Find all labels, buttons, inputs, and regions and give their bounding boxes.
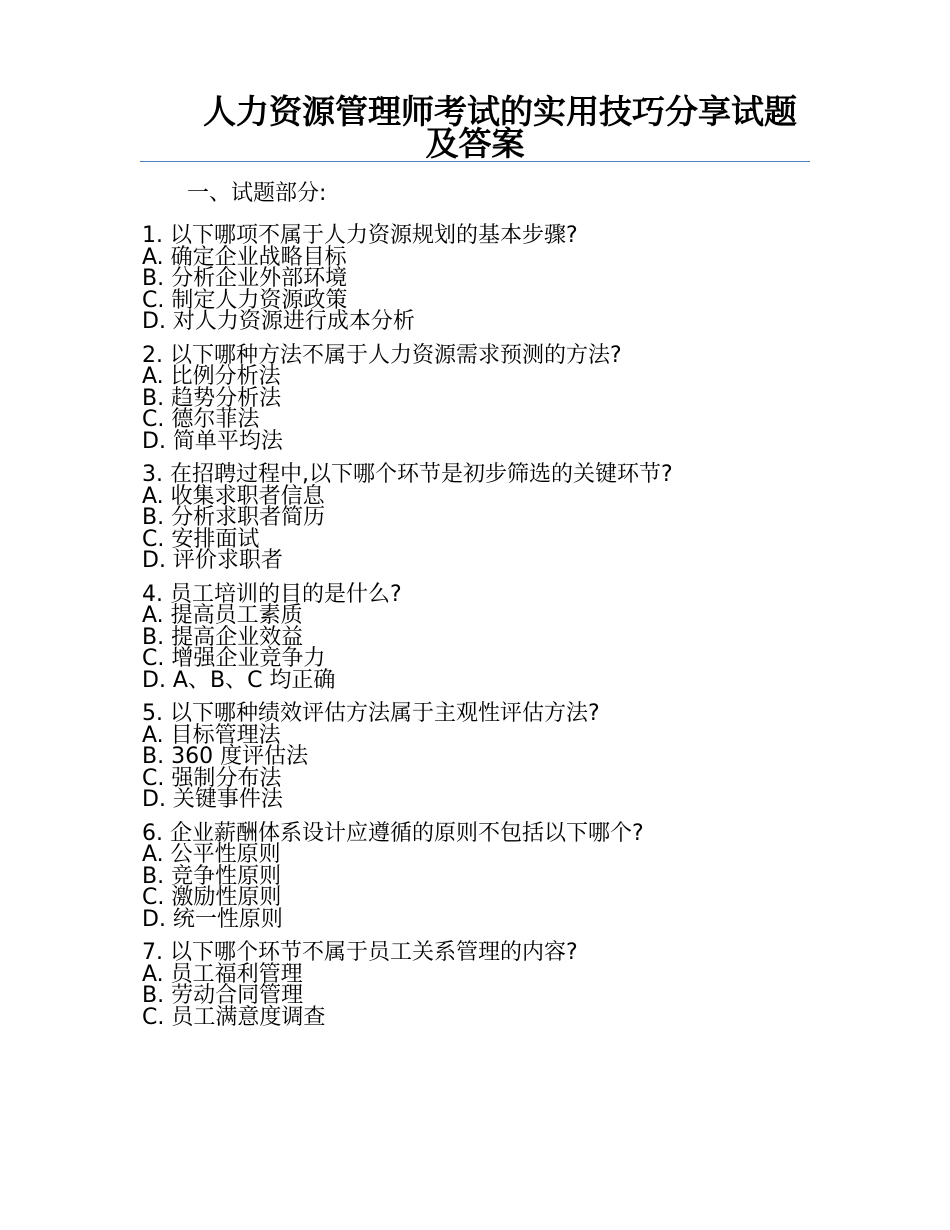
answer-option: D. A、B、C 均正确 [142,667,336,693]
answer-option: C. 安排面试 [142,526,260,552]
answer-option: A. 员工福利管理 [142,961,303,987]
answer-option: A. 收集求职者信息 [142,483,325,509]
answer-option: B. 分析企业外部环境 [142,266,348,291]
question-6 [142,820,922,932]
answer-option: A. 提高员工素质 [142,603,303,628]
question-5 [142,703,922,811]
answer-option: B. 360 度评估法 [142,744,309,769]
question-7 [142,942,922,1028]
question-text: 4. 员工培训的目的是什么? [142,581,402,607]
question-list [142,225,922,1040]
page-title [140,92,810,163]
answer-option: D. 统一性原则 [142,906,283,932]
question-2 [142,342,922,454]
question-text: 1. 以下哪项不属于人力资源规划的基本步骤? [142,223,578,248]
question-text: 3. 在招聘过程中,以下哪个环节是初步筛选的关键环节? [142,462,673,487]
answer-option: A. 公平性原则 [142,842,281,867]
question-4 [142,581,922,693]
answer-option: B. 提高企业效益 [142,624,304,650]
answer-option: C. 制定人力资源政策 [142,287,348,313]
answer-option: B. 趋势分析法 [142,385,282,411]
answer-option: A. 目标管理法 [142,722,281,748]
answer-option: B. 劳动合同管理 [142,983,304,1008]
title-block [140,92,810,163]
section-heading: 一、试题部分: [187,181,327,206]
question-text: 5. 以下哪种绩效评估方法属于主观性评估方法? [142,701,600,726]
question-text: 2. 以下哪种方法不属于人力资源需求预测的方法? [142,342,622,368]
answer-option: C. 增强企业竞争力 [142,646,326,671]
question-text: 6. 企业薪酬体系设计应遵循的原则不包括以下哪个? [142,820,644,846]
title-line-2: 及答案 [425,124,525,163]
answer-option: C. 强制分布法 [142,765,282,791]
answer-option: D. 简单平均法 [142,428,283,454]
title-underline [140,161,810,162]
answer-option: D. 对人力资源进行成本分析 [142,309,415,334]
title-line-1: 人力资源管理师考试的实用技巧分享试题 [203,92,797,131]
answer-option: A. 比例分析法 [142,364,281,389]
question-3 [142,464,922,572]
answer-option: B. 竞争性原则 [142,863,282,889]
answer-option: B. 分析求职者简历 [142,505,326,530]
answer-option: C. 员工满意度调查 [142,1004,326,1030]
answer-option: D. 关键事件法 [142,787,283,812]
answer-option: D. 评价求职者 [142,548,283,573]
question-1 [142,225,922,333]
answer-option: A. 确定企业战略目标 [142,244,347,270]
answer-option: C. 激励性原则 [142,885,282,910]
question-text: 7. 以下哪个环节不属于员工关系管理的内容? [142,940,578,965]
answer-option: C. 德尔菲法 [142,407,260,432]
